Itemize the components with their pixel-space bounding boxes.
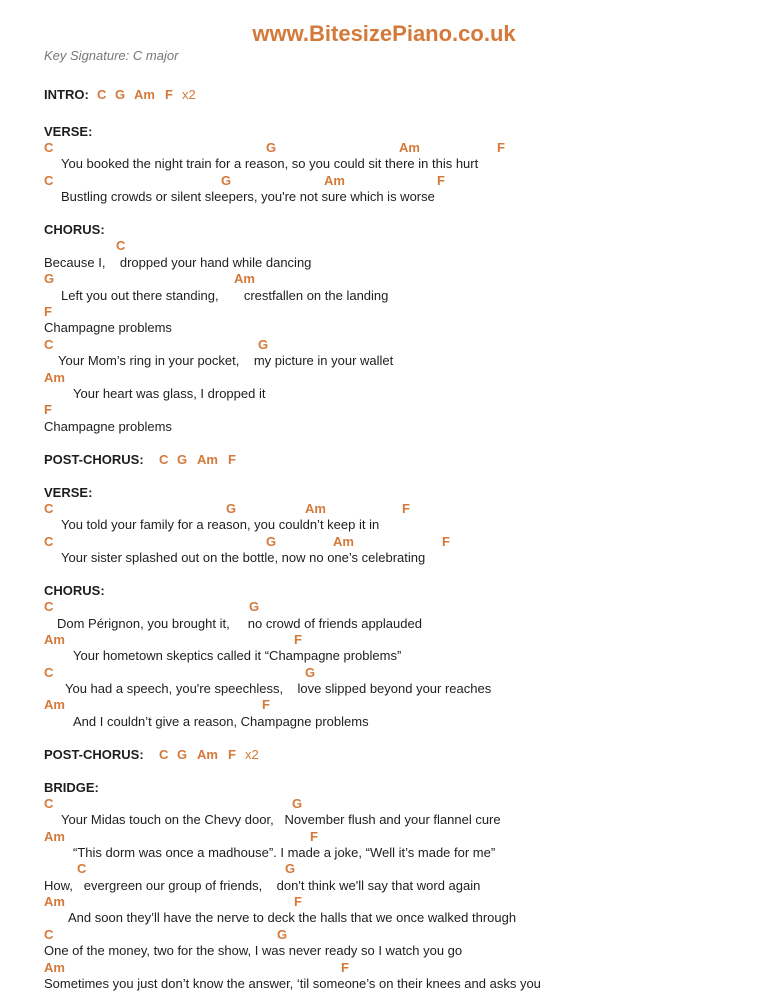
chord: C [44,796,54,811]
section-label-post-chorus: POST-CHORUS: [44,747,144,762]
section-label-chorus: CHORUS: [44,583,105,598]
chord: C [44,140,54,155]
chord: Am [44,960,65,975]
chord: C [159,452,169,467]
chord: C [44,337,54,352]
chord: G [266,534,277,549]
chord: F [437,173,445,188]
chord: Am [399,140,420,155]
chord: C [77,861,87,876]
chord: C [116,238,126,253]
chord: Am [44,894,65,909]
chord: F [165,87,173,102]
chord: Am [305,501,326,516]
chord: F [44,402,52,417]
chord: F [44,304,52,319]
chord: C [44,534,54,549]
chord: Am [44,697,65,712]
chord: Am [44,632,65,647]
lyric-line: Sometimes you just don’t know the answer, ‘til someone’s on their knees and asks you [44,976,541,991]
chord: G [266,140,277,155]
lyric-line: You had a speech, you're speechless, love slipped beyond your reaches [65,681,492,696]
lyric-line: You told your family for a reason, you couldn’t keep it in [61,517,380,532]
chord: Am [134,87,155,102]
chord: F [262,697,270,712]
lyric-line: Your Midas touch on the Chevy door, November flush and your flannel cure [61,812,501,827]
chord: Am [44,370,65,385]
lyric-line: You booked the night train for a reason, so you could sit there in this hurt [61,156,479,171]
chord: F [341,960,349,975]
chord: G [226,501,237,516]
lyric-line: One of the money, two for the show, I was never ready so I watch you go [44,943,463,958]
chord: C [44,501,54,516]
chord: F [442,534,450,549]
chord: F [294,894,302,909]
repeat-marker: x2 [245,747,259,762]
chord: C [44,665,54,680]
chord: F [228,452,236,467]
chord: C [44,173,54,188]
lyric-line: “This dorm was once a madhouse”. I made a joke, “Well it’s made for me” [73,845,496,860]
chord: Am [324,173,345,188]
chord: F [497,140,505,155]
lyric-line: Champagne problems [44,320,172,335]
lyric-line: Your sister splashed out on the bottle, now no one’s celebrating [61,550,426,565]
repeat-marker: x2 [182,87,196,102]
section-label-chorus: CHORUS: [44,222,105,237]
lyric-line: Your heart was glass, I dropped it [73,386,266,401]
chord: G [115,87,126,102]
chord: Am [197,452,218,467]
lyric-line: Your Mom’s ring in your pocket, my picture in your wallet [58,353,394,368]
site-title: www.BitesizePiano.co.uk [252,21,516,46]
chord: G [285,861,296,876]
lyric-line: Champagne problems [44,419,172,434]
section-label-verse: VERSE: [44,124,93,139]
chord: G [221,173,232,188]
chord: C [97,87,107,102]
chord: F [228,747,236,762]
chord: F [402,501,410,516]
chord: G [292,796,303,811]
section-label-bridge: BRIDGE: [44,780,99,795]
section-label-verse: VERSE: [44,485,93,500]
chord: F [310,829,318,844]
chord: G [177,747,188,762]
section-label-post-chorus: POST-CHORUS: [44,452,144,467]
lyric-line: Dom Pérignon, you brought it, no crowd of friends applauded [57,616,422,631]
lyric-line: Your hometown skeptics called it “Champagne problems” [73,648,402,663]
key-signature: Key Signature: C major [44,48,179,63]
chord: G [177,452,188,467]
chord: G [277,927,288,942]
chord: C [44,599,54,614]
lyric-line: Left you out there standing, crestfallen on the landing [61,288,389,303]
chord: G [249,599,260,614]
lyric-line: How, evergreen our group of friends, don't think we'll say that word again [44,878,481,893]
chord: Am [234,271,255,286]
chord: Am [333,534,354,549]
lyric-line: And soon they’ll have the nerve to deck the halls that we once walked through [68,910,517,925]
chord: Am [44,829,65,844]
chord: C [159,747,169,762]
section-label-intro: INTRO: [44,87,89,102]
lyric-line: And I couldn’t give a reason, Champagne problems [73,714,369,729]
chord: F [294,632,302,647]
lyric-line: Bustling crowds or silent sleepers, you're not sure which is worse [61,189,435,204]
chord: C [44,927,54,942]
lyric-line: Because I, dropped your hand while dancing [44,255,312,270]
chord: Am [197,747,218,762]
chord: G [44,271,55,286]
chord: G [305,665,316,680]
chord: G [258,337,269,352]
